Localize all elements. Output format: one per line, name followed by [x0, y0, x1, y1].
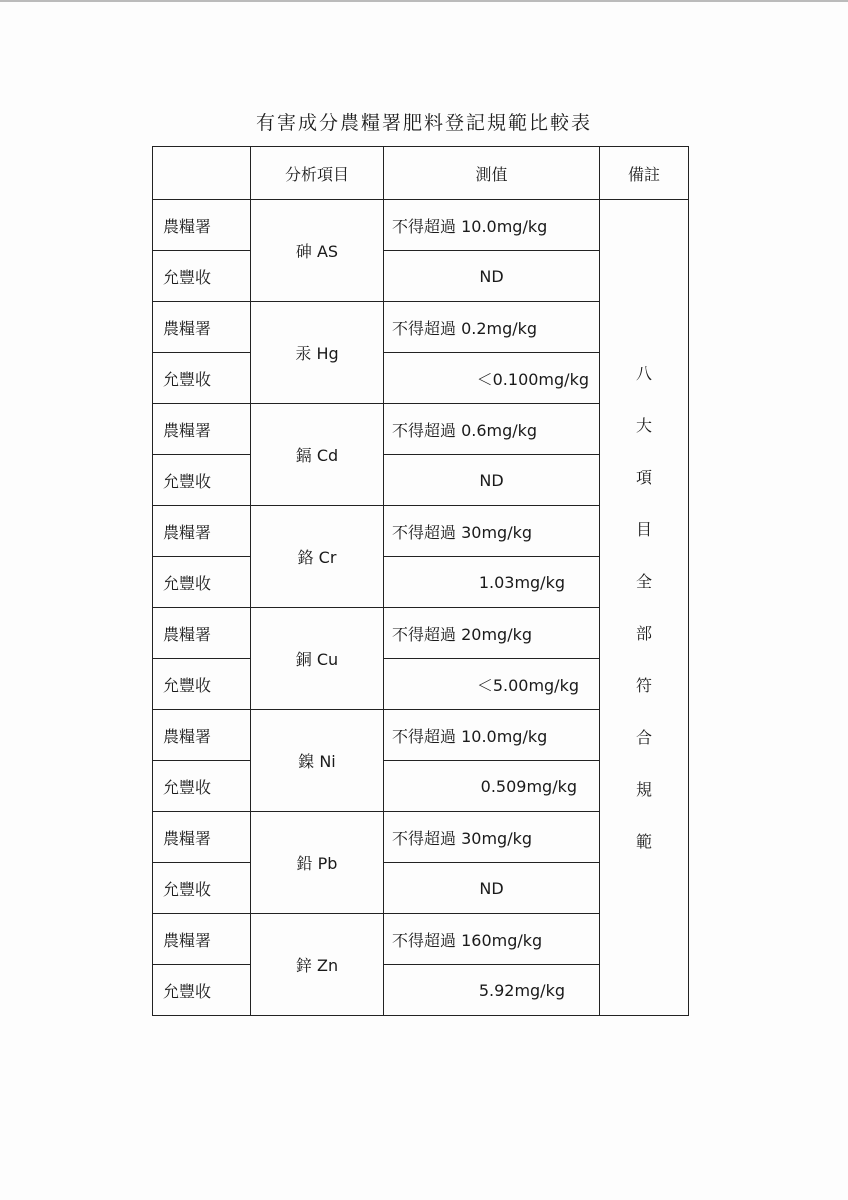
note-char: 規 [635, 779, 652, 799]
measured-value: 1.03mg/kg [384, 557, 600, 608]
org-agency: 農糧署 [153, 404, 251, 455]
header-note: 備註 [600, 147, 689, 200]
note-cell [600, 200, 689, 1016]
note-char: 符 [635, 675, 652, 695]
measured-value: ND [384, 251, 600, 302]
limit-value: 不得超過 0.2mg/kg [384, 302, 600, 353]
note-char: 部 [635, 623, 652, 643]
note-char: 範 [635, 831, 652, 851]
note-char: 合 [635, 727, 652, 747]
measured-value: 5.92mg/kg [384, 965, 600, 1016]
analysis-item: 砷 AS [251, 200, 384, 302]
org-company: 允豐收 [153, 659, 251, 710]
document-title: 有害成分農糧署肥料登記規範比較表 [255, 112, 592, 134]
header-value: 測值 [384, 147, 600, 200]
note-char: 八 [635, 363, 652, 383]
org-agency: 農糧署 [153, 302, 251, 353]
limit-value: 不得超過 10.0mg/kg [384, 200, 600, 251]
measured-value: 0.509mg/kg [384, 761, 600, 812]
analysis-item: 鉛 Pb [251, 812, 384, 914]
limit-value: 不得超過 30mg/kg [384, 506, 600, 557]
limit-value: 不得超過 20mg/kg [384, 608, 600, 659]
org-company: 允豐收 [153, 353, 251, 404]
org-agency: 農糧署 [153, 608, 251, 659]
org-agency: 農糧署 [153, 914, 251, 965]
note-char: 目 [635, 519, 652, 539]
org-company: 允豐收 [153, 455, 251, 506]
measured-value: ND [384, 863, 600, 914]
analysis-item: 鋅 Zn [251, 914, 384, 1016]
measured-value: ND [384, 455, 600, 506]
note-text [600, 348, 688, 868]
analysis-item: 汞 Hg [251, 302, 384, 404]
scan-edge [0, 0, 848, 2]
org-company: 允豐收 [153, 863, 251, 914]
measured-value: ＜0.100mg/kg [384, 353, 600, 404]
limit-value: 不得超過 30mg/kg [384, 812, 600, 863]
analysis-item: 鎳 Ni [251, 710, 384, 812]
limit-value: 不得超過 160mg/kg [384, 914, 600, 965]
measured-value: ＜5.00mg/kg [384, 659, 600, 710]
limit-value: 不得超過 0.6mg/kg [384, 404, 600, 455]
org-agency: 農糧署 [153, 812, 251, 863]
table-row [153, 200, 689, 251]
limit-value: 不得超過 10.0mg/kg [384, 710, 600, 761]
org-agency: 農糧署 [153, 200, 251, 251]
analysis-item: 鎘 Cd [251, 404, 384, 506]
org-company: 允豐收 [153, 965, 251, 1016]
org-company: 允豐收 [153, 557, 251, 608]
note-char: 全 [635, 571, 652, 591]
org-agency: 農糧署 [153, 506, 251, 557]
org-company: 允豐收 [153, 251, 251, 302]
note-char: 大 [635, 415, 652, 435]
analysis-item: 鉻 Cr [251, 506, 384, 608]
org-agency: 農糧署 [153, 710, 251, 761]
org-company: 允豐收 [153, 761, 251, 812]
header-item: 分析項目 [251, 147, 384, 200]
analysis-item: 銅 Cu [251, 608, 384, 710]
comparison-table [152, 146, 689, 1016]
note-char: 項 [635, 467, 652, 487]
header-blank [153, 147, 251, 200]
header-row [153, 147, 689, 200]
